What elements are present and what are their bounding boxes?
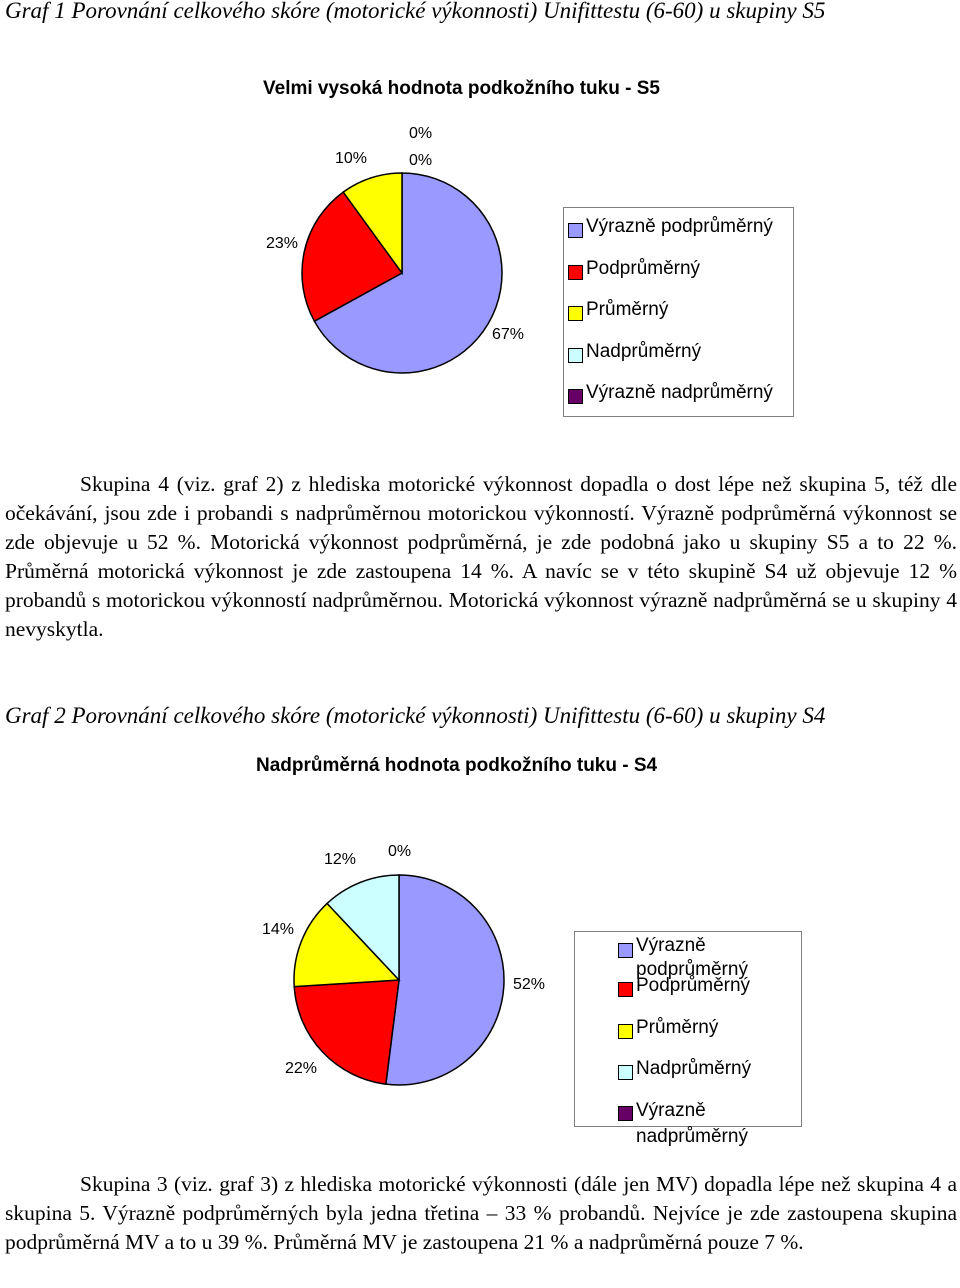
chart1-label-prumerny: 10% xyxy=(335,150,368,167)
chart2-slice-1 xyxy=(386,875,504,1085)
chart1-legend-swatch-5 xyxy=(568,389,583,404)
chart1-legend-swatch-4 xyxy=(568,348,583,363)
chart1-label-podprumerny: 23% xyxy=(266,235,299,252)
chart2-legend-swatch-2 xyxy=(618,982,633,997)
graf2-caption: Graf 2 Porovnání celkového skóre (motorické výkonnosti) Unifittestu (6-60) u skupiny S4 xyxy=(5,703,826,728)
chart2-label-vyrazne-podprumerny: 52% xyxy=(513,976,546,993)
chart1-label-nadprumerny: 0% xyxy=(409,152,433,169)
chart1-legend-swatch-1 xyxy=(568,223,583,238)
chart1-legend-label-2: Podprůměrný xyxy=(586,258,701,279)
paragraph-skupina-4 xyxy=(5,470,957,644)
chart1-label-vyrazne-nadprumerny: 0% xyxy=(409,125,433,142)
chart2-legend-swatch-3 xyxy=(618,1024,633,1039)
chart2-legend-label-3: Průměrný xyxy=(636,1017,719,1038)
chart2-legend-label-5 xyxy=(636,1098,748,1150)
chart2-legend-label-2: Podprůměrný xyxy=(636,975,751,996)
chart2-legend-label-1-text: Výrazně podprůměrný xyxy=(636,935,748,980)
chart2-legend-swatch-1 xyxy=(618,943,633,958)
chart2-label-nadprumerny: 12% xyxy=(324,851,357,868)
paragraph-skupina-3 xyxy=(5,1170,957,1257)
paragraph-skupina-3-text: Skupina 3 (viz. graf 3) z hlediska motorické výkonnosti (dále jen MV) dopadla lépe než skupina 4 a skupina 5. Výrazně podprůměrných byla jedna třetina – 33 % probandů. Nejvíce je zde zastoupena skupina podprůměrná MV a to u 39 %. Průměrná MV je zastoupena 21 % a nadprůměrná pouze 7 %. xyxy=(5,1172,957,1254)
chart1-label-vyrazne-podprumerny: 67% xyxy=(492,326,525,343)
chart1-title: Velmi vysoká hodnota podkožního tuku - S5 xyxy=(263,78,660,99)
chart1-legend-label-1: Výrazně podprůměrný xyxy=(586,216,773,237)
chart2-label-podprumerny: 22% xyxy=(285,1060,318,1077)
chart2-title: Nadprůměrná hodnota podkožního tuku - S4 xyxy=(256,755,658,776)
chart1-legend-label-4: Nadprůměrný xyxy=(586,341,702,362)
graf1-caption: Graf 1 Porovnání celkového skóre (motorické výkonnosti) Unifittestu (6-60) u skupiny S5 xyxy=(5,0,826,23)
chart1-legend xyxy=(563,207,794,417)
chart1-legend-label-5: Výrazně nadprůměrný xyxy=(586,382,773,403)
chart2-legend-label-5-text: Výrazně nadprůměrný xyxy=(636,1100,748,1147)
chart1-legend-swatch-2 xyxy=(568,265,583,280)
chart2-legend-label-4: Nadprůměrný xyxy=(636,1058,752,1079)
chart2-label-prumerny: 14% xyxy=(262,921,295,938)
chart2-legend-swatch-5 xyxy=(618,1106,633,1121)
chart1-legend-label-3: Průměrný xyxy=(586,299,669,320)
chart2-label-vyrazne-nadprumerny: 0% xyxy=(388,843,412,860)
chart2-legend-swatch-4 xyxy=(618,1065,633,1080)
chart2-legend xyxy=(574,931,802,1147)
chart2-pie xyxy=(0,0,1,1)
paragraph-skupina-4-text: Skupina 4 (viz. graf 2) z hlediska motorické výkonnost dopadla o dost lépe než skupina 5, též dle očekávání, jsou zde i probandi s nadprůměrnou motorickou výkonností. Výrazně podprůměrná výkonnost se zde objevuje u 52 %. Motorická výkonnost podprůměrná, je zde podobná jako u skupiny S5 a to 22 %. Průměrná motorická výkonnost je zde zastoupena 14 %. A navíc se v této skupině S4 už objevuje 12 % probandů s motorickou výkonností nadprůměrnou. Motorická výkonnost výrazně nadprůměrná se u skupiny 4 nevyskytla. xyxy=(5,472,957,641)
chart1-legend-swatch-3 xyxy=(568,306,583,321)
